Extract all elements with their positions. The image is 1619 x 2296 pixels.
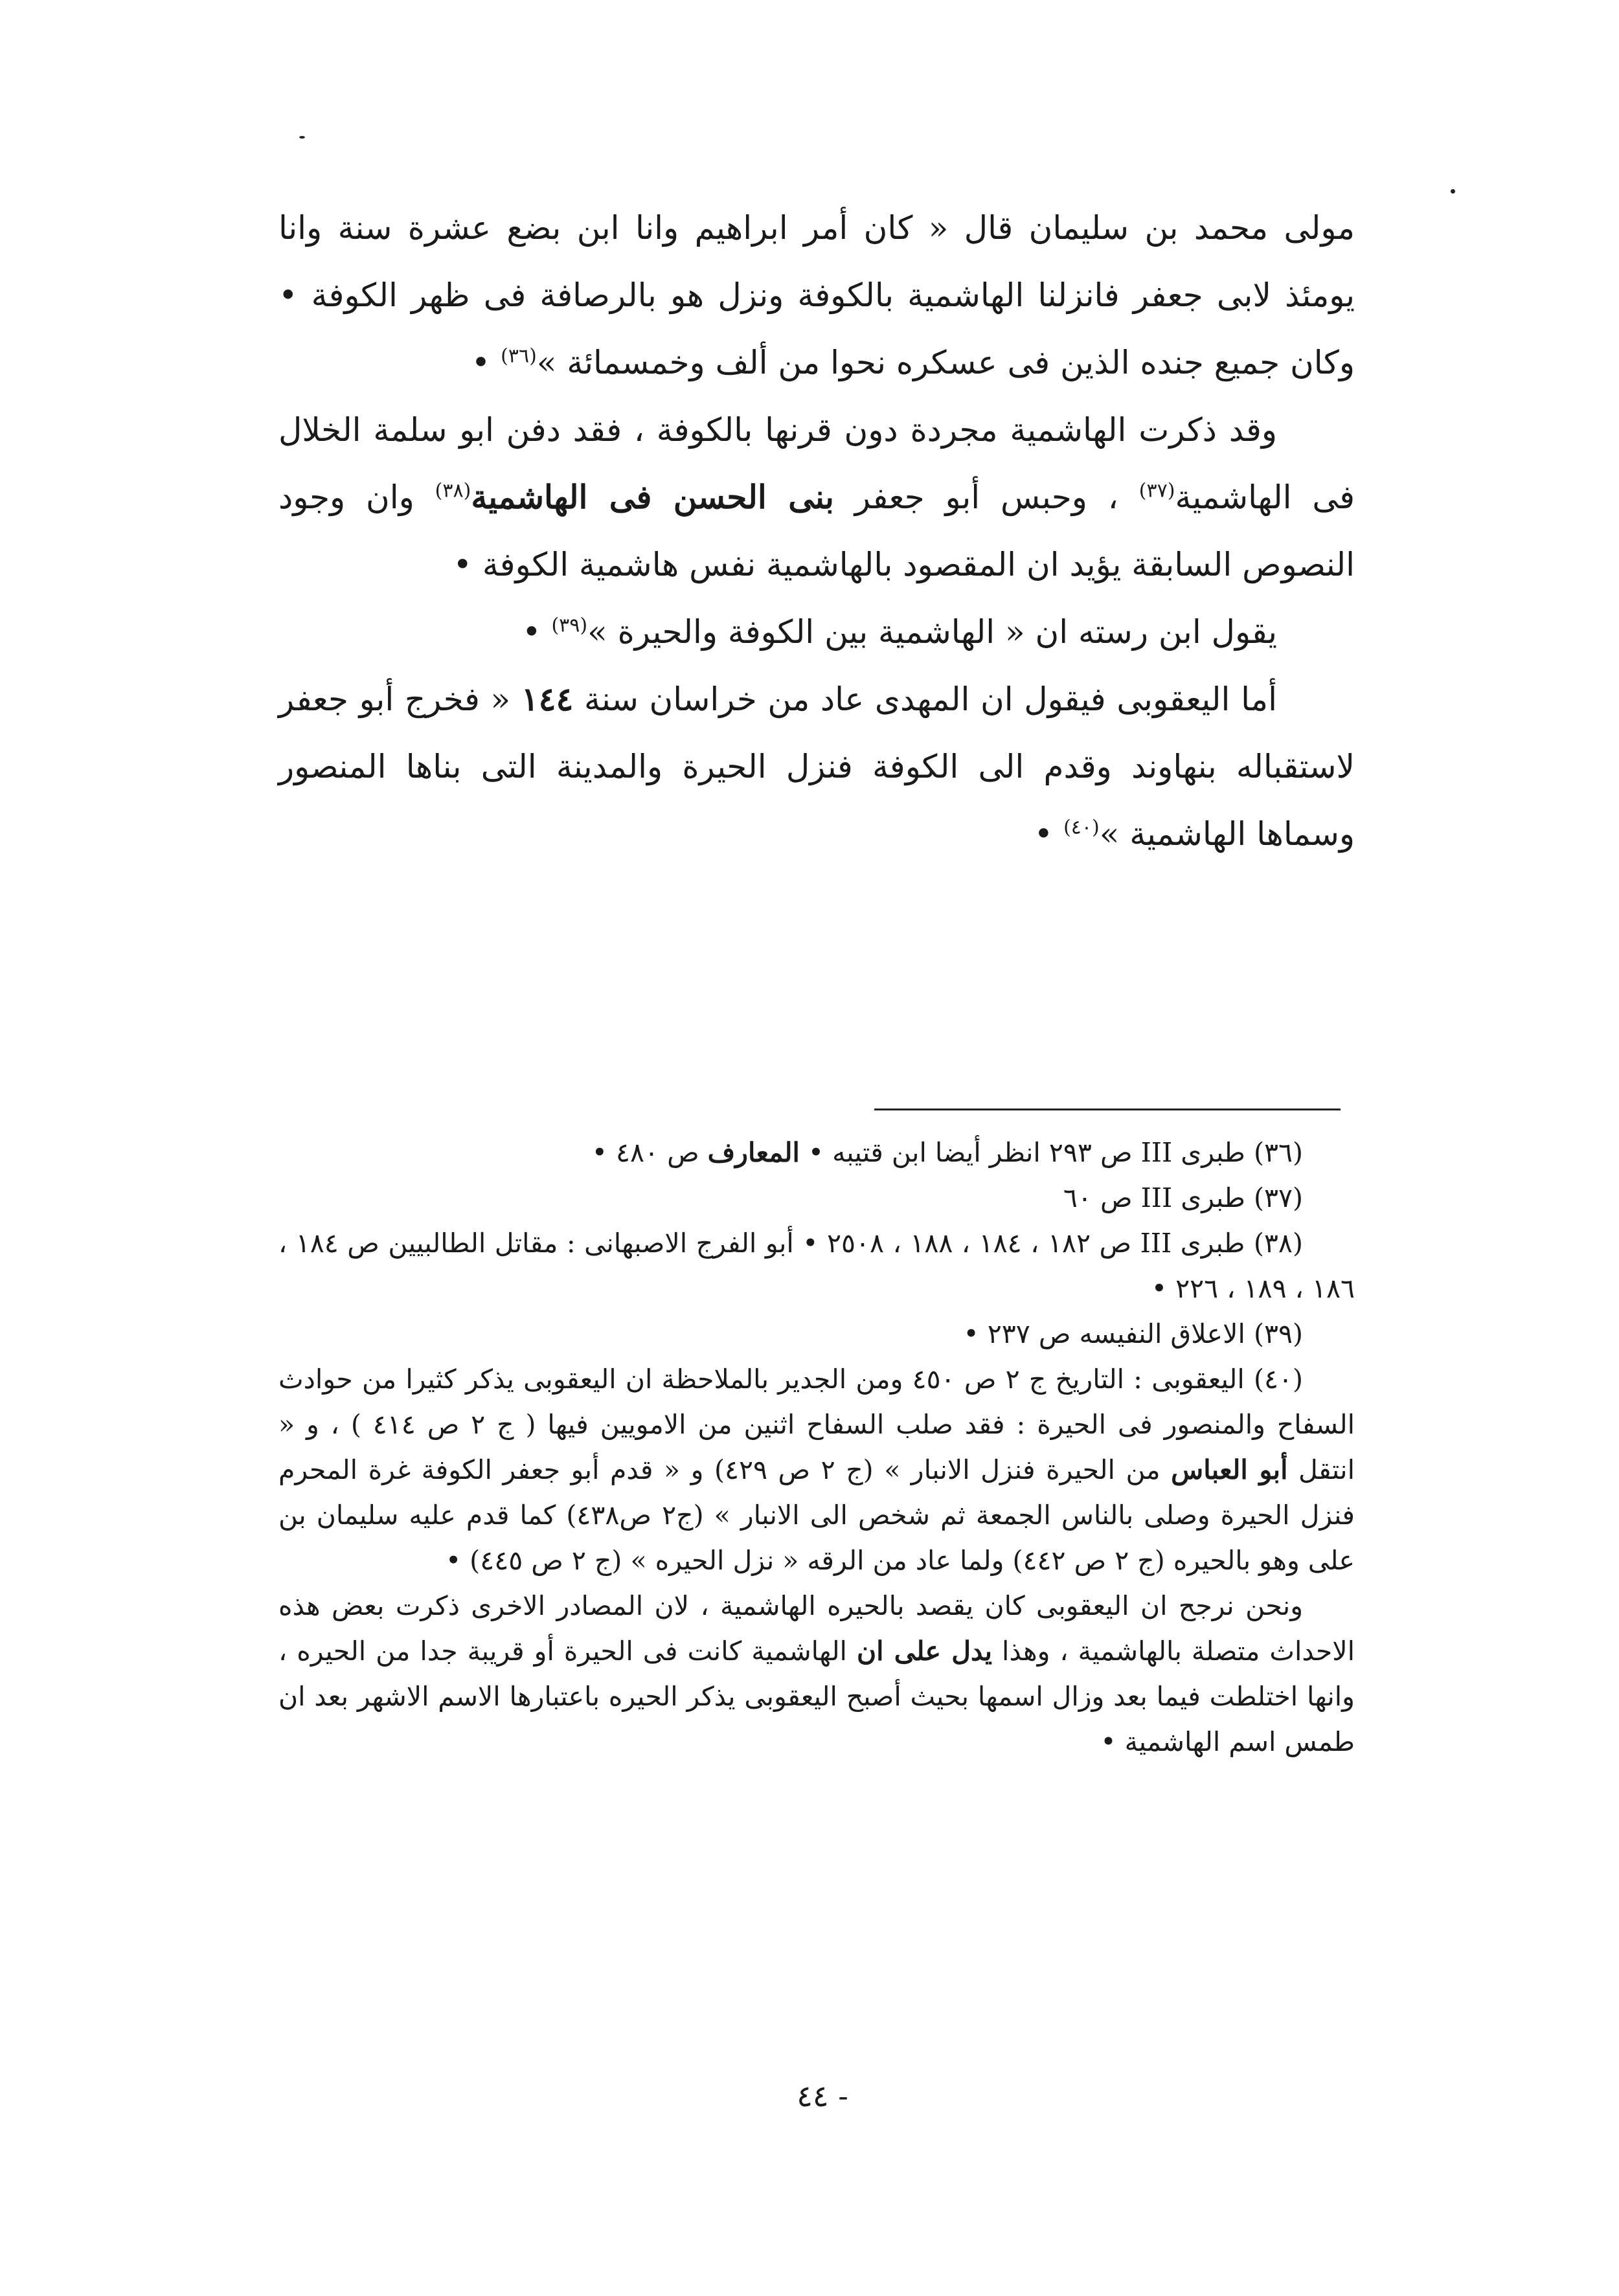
footnote-number: (٣٦) [1253, 1137, 1303, 1168]
bold-phrase: بنى الحسن فى الهاشمية [471, 478, 834, 516]
page-number: - ٤٤ [797, 2078, 848, 2113]
footnote: (٣٩) الاعلاق النفيسه ص ٢٣٧ • [963, 1318, 1303, 1349]
footnote-ref: (٣٨) [435, 479, 471, 502]
bold-phrase: يدل على ان [857, 1636, 992, 1667]
paragraph: مولى محمد بن سليمان قال « كان أمر ابراهيم وانا ابن بضع عشرة سنة وانا يومئذ لابى جعفر فانزلنا الهاشمية بالكوفة ونزل هو بالرصافة فى ظهر الكوفة • وكان جميع جنده الذين فى عسكره نحوا من ألف وخمسمائة »$^{(٣٦)}$ • [278, 209, 1355, 381]
footnote-divider [874, 1109, 1341, 1110]
footnote: (٣٨) طبرى III ص ١٨٢ ، ١٨٤ ، ١٨٨ ، ٢٥٠٨ • أبو الفرج الاصبهانى : مقاتل الطالبيين ص ١٨٤ ، ١٨٦ ، ١٨٩ ، ٢٢٦ • [278, 1228, 1355, 1304]
footnote-ref: (٣٩) [551, 614, 588, 637]
paragraph: وقد ذكرت الهاشمية مجردة دون قرنها بالكوفة ، فقد دفن ابو سلمة الخلال فى الهاشمية$^{(٣٧)}$ ، وحبس أبو جعفر بنى الحسن فى الهاشمية$^{(٣٨)}$ وان وجود النصوص السابقة يؤيد ان المقصود بالهاشمية نفس هاشمية الكوفة • [278, 411, 1355, 583]
scan-speck [1451, 189, 1455, 194]
footnote-number: (٣٨) [1253, 1228, 1303, 1259]
paragraph: يقول ابن رسته ان « الهاشمية بين الكوفة والحيرة »$^{(٣٩)}$ • [522, 613, 1277, 651]
footnote-ref: (٣٦) [501, 344, 537, 368]
main-text [278, 194, 1355, 868]
footnote-ref: (٤٠) [1063, 816, 1100, 839]
paragraph: أما اليعقوبى فيقول ان المهدى عاد من خراسان سنة ١٤٤ « فخرج أبو جعفر لاستقباله بنهاوند وقدم الى الكوفة فنزل الحيرة والمدينة التى بناها المنصور وسماها الهاشمية »$^{(٤٠)}$ • [278, 680, 1355, 853]
footnote: (٣٧) طبرى III ص ٦٠ [1063, 1182, 1303, 1213]
footnotes [278, 1130, 1355, 1764]
footnote-number: (٣٧) [1253, 1182, 1303, 1213]
bold-phrase: المعارف [707, 1137, 800, 1168]
footnote: (٤٠) اليعقوبى : التاريخ ج ٢ ص ٤٥٠ ومن الجدير بالملاحظة ان اليعقوبى يذكر كثيرا من حوادث السفاح والمنصور فى الحيرة : فقد صلب السفاح اثنين من الامويين فيها ( ج ٢ ص ٤١٤ ) ، و « انتقل أبو العباس من الحيرة فنزل الانبار » (ج ٢ ص ٤٢٩) و « قدم أبو جعفر الكوفة غرة المحرم فنزل الحيرة وصلى بالناس الجمعة ثم شخص الى الانبار » (ج٢ ص٤٣٨) كما قدم عليه سليمان بن على وهو بالحيره (ج ٢ ص ٤٤٢) ولما عاد من الرقه « نزل الحيره » (ج ٢ ص ٤٤٥) • [278, 1364, 1355, 1576]
footnote-ref: (٣٧) [1138, 479, 1175, 502]
scan-speck [299, 136, 305, 139]
footnote-paragraph: ونحن نرجح ان اليعقوبى كان يقصد بالحيره الهاشمية ، لان المصادر الاخرى ذكرت بعض هذه الاحداث متصلة بالهاشمية ، وهذا يدل على ان الهاشمية كانت فى الحيرة أو قريبة جدا من الحيره ، وانها اختلطت فيما بعد وزال اسمها بحيث أصبح اليعقوبى يذكر الحيره باعتبارها الاسم الاشهر بعد ان طمس اسم الهاشمية • [278, 1590, 1355, 1757]
footnote-number: (٣٩) [1253, 1318, 1303, 1349]
year: ١٤٤ [521, 680, 574, 718]
footnote-number: (٤٠) [1253, 1364, 1303, 1395]
footnote: (٣٦) طبرى III ص ٢٩٣ انظر أيضا ابن قتيبه • المعارف ص ٤٨٠ • [591, 1137, 1303, 1168]
bold-phrase: أبو العباس [1171, 1454, 1288, 1485]
